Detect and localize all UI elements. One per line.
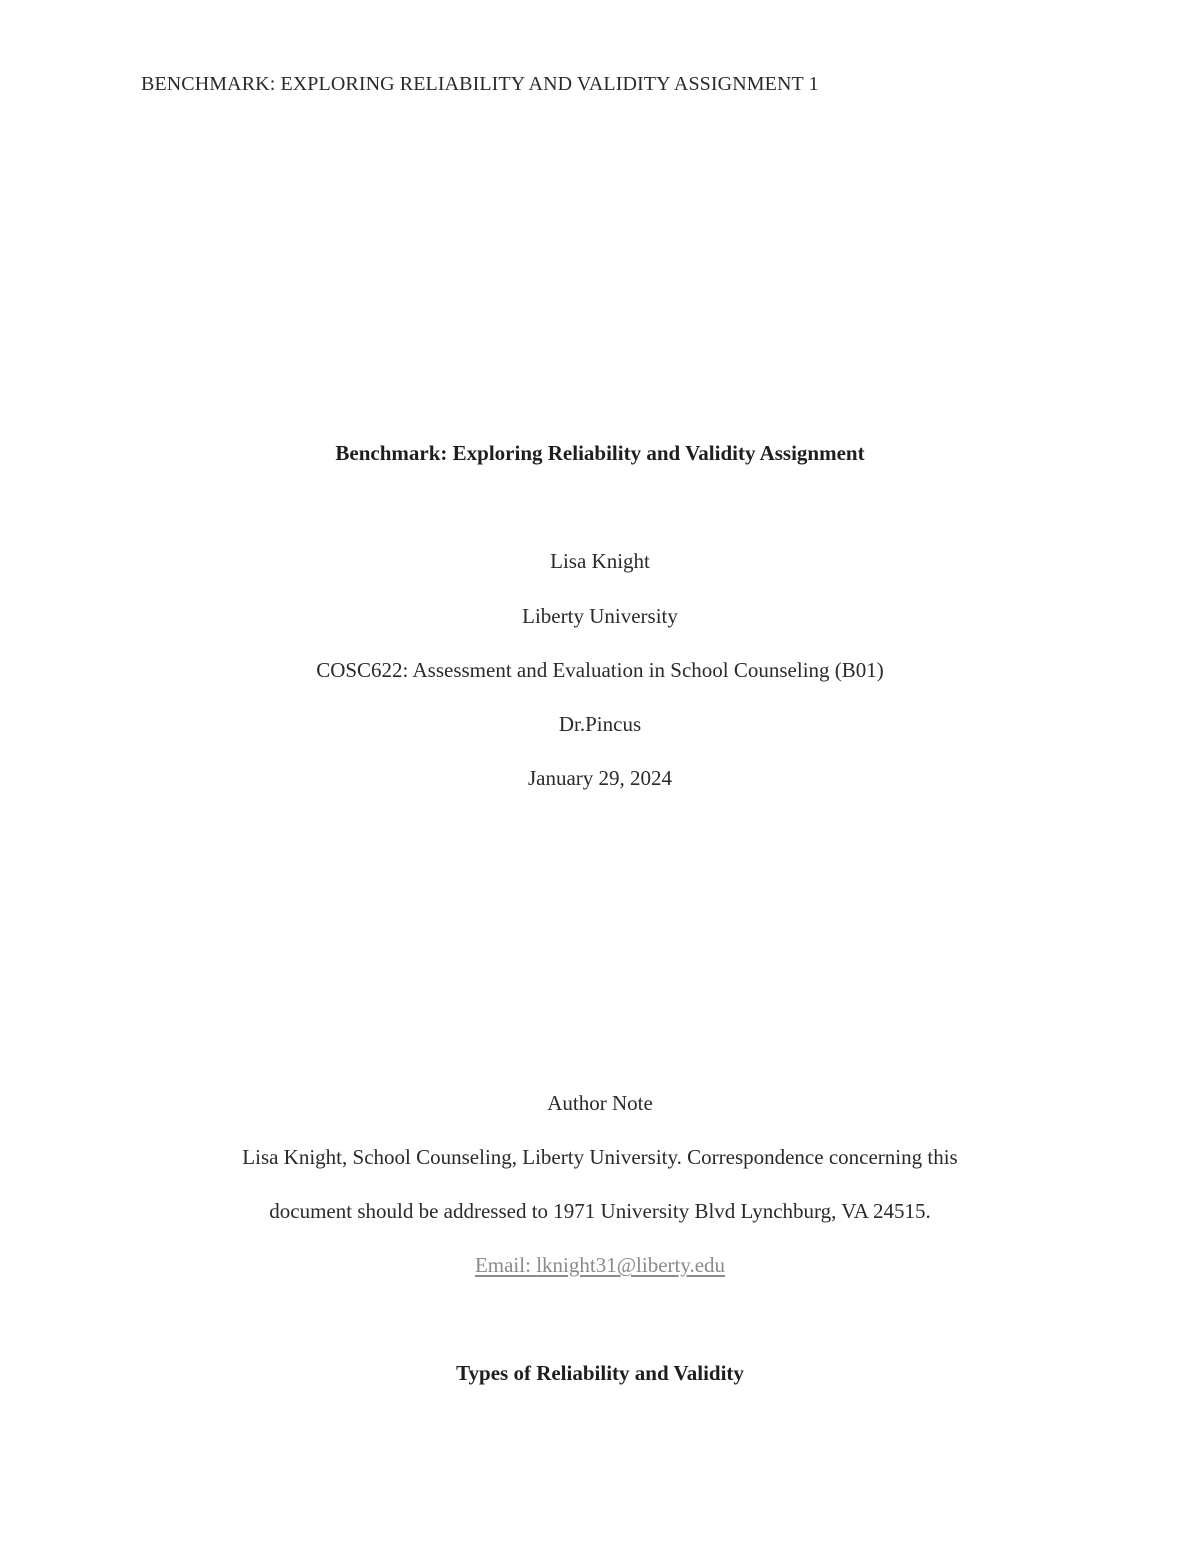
email-label: Email: [474, 1253, 531, 1277]
email-link[interactable] [475, 1253, 725, 1277]
author-name: Lisa Knight [550, 549, 650, 573]
running-head-text: BENCHMARK: EXPLORING RELIABILITY AND VALIDITY ASSIGNMENT [141, 73, 804, 95]
email-line [0, 1253, 1200, 1278]
submission-date: January 29, 2024 [527, 766, 673, 790]
author-note-line-1: Lisa Knight, School Counseling, Liberty University. Correspondence concerning this [242, 1145, 958, 1169]
course-name: COSC622: Assessment and Evaluation in School Counseling (B01) [316, 658, 884, 682]
running-head [141, 73, 819, 96]
institution: Liberty University [522, 604, 678, 628]
section-heading: Types of Reliability and Validity [456, 1361, 744, 1385]
email-address: lknight31@liberty.edu [536, 1253, 726, 1277]
author-note-line-2: document should be addressed to 1971 University Blvd Lynchburg, VA 24515. [269, 1199, 931, 1223]
instructor-name: Dr.Pincus [558, 712, 642, 736]
page-number: 1 [808, 73, 819, 95]
author-note-heading: Author Note [547, 1091, 653, 1115]
paper-title: Benchmark: Exploring Reliability and Validity Assignment [335, 441, 865, 465]
